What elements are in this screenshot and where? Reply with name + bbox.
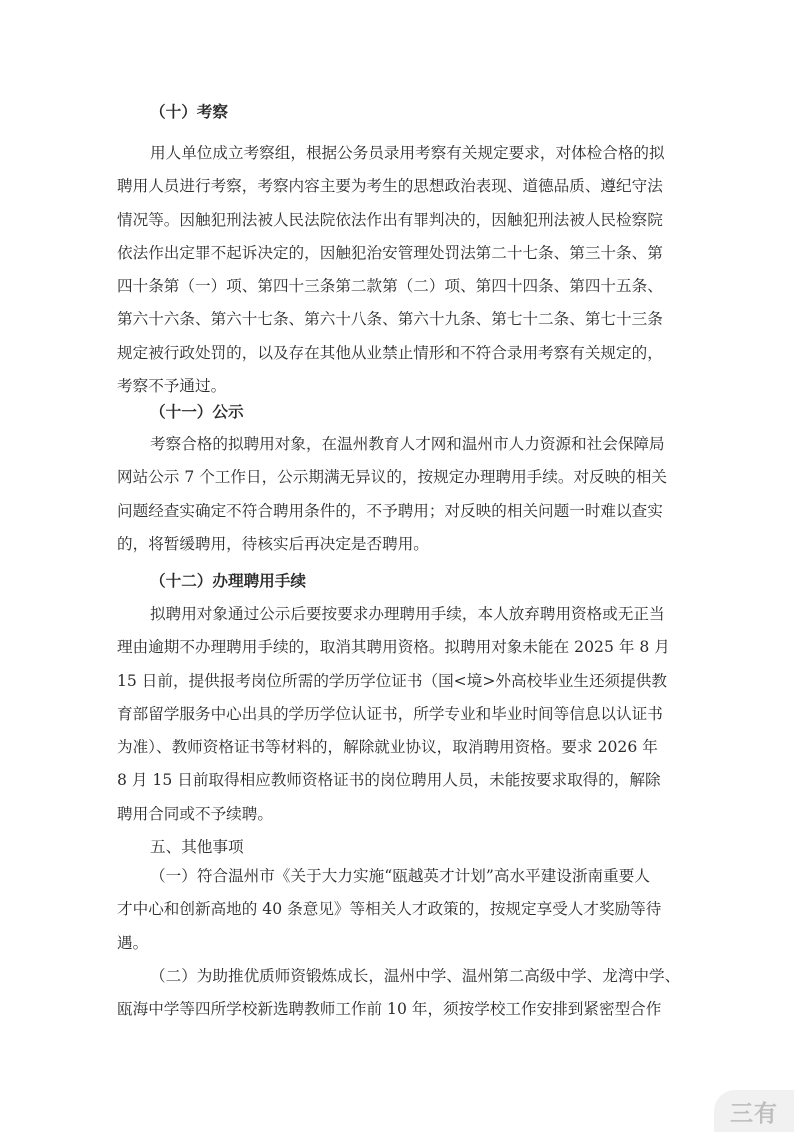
watermark-text: 三有 <box>730 1100 778 1127</box>
heading-publicity: （十一）公示 <box>150 402 244 421</box>
text-line: 聘用合同或不予续聘。 <box>117 804 273 823</box>
heading-other-matters: 五、其他事项 <box>150 838 244 856</box>
text-line: 第六十六条、第六十七条、第六十八条、第六十九条、第七十二条、第七十三条 <box>117 310 663 329</box>
text-line: 聘用人员进行考察，考察内容主要为考生的思想政治表现、道德品质、遵纪守法 <box>117 177 663 196</box>
text-line: 拟聘用对象通过公示后要按要求办理聘用手续，本人放弃聘用资格或无正当 <box>150 605 665 623</box>
paragraph-talent-policy <box>117 860 662 960</box>
text-line: 四十条第（一）项、第四十三条第二款第（二）项、第四十四条、第四十五条、 <box>117 277 663 296</box>
text-line: 网站公示 7 个工作日，公示期满无异议的，按规定办理聘用手续。对反映的相关 <box>117 468 668 487</box>
text-line: 问题经查实确定不符合聘用条件的，不予聘用；对反映的相关问题一时难以查实 <box>117 501 663 520</box>
text-line: 瓯海中学等四所学校新选聘教师工作前 10 年，须按学校工作安排到紧密型合作 <box>117 1000 662 1019</box>
text-line: 规定被行政处罚的，以及存在其他从业禁止情形和不符合录用考察有关规定的， <box>117 343 663 362</box>
heading-inspection: （十）考察 <box>150 102 228 121</box>
text-line: 遇。 <box>117 933 149 952</box>
text-line: 用人单位成立考察组，根据公务员录用考察有关规定要求，对体检合格的拟 <box>150 144 665 162</box>
paragraph-publicity <box>117 428 668 561</box>
text-line: 的，将暂缓聘用，待核实后再决定是否聘用。 <box>117 534 429 553</box>
text-line: 8 月 15 日前取得相应教师资格证书的岗位聘用人员，未能按要求取得的，解除 <box>117 771 661 790</box>
text-line: 情况等。因触犯刑法被人民法院依法作出有罪判决的，因触犯刑法被人民检察院 <box>117 210 663 229</box>
watermark-logo <box>714 1090 794 1132</box>
text-line: 依法作出定罪不起诉决定的，因触犯治安管理处罚法第二十七条、第三十条、第 <box>117 243 663 262</box>
text-line: 为准）、教师资格证书等材料的，解除就业协议，取消聘用资格。要求 2026 年 <box>117 738 658 757</box>
paragraph-employment-procedures <box>117 598 670 831</box>
text-line: 育部留学服务中心出具的学历学位认证书，所学专业和毕业时间等信息以认证书 <box>117 704 663 723</box>
paragraph-inspection <box>117 137 665 403</box>
text-line: （一）符合温州市《关于大力实施“瓯越英才计划”高水平建设浙南重要人 <box>150 867 650 885</box>
text-line: 考察合格的拟聘用对象，在温州教育人才网和温州市人力资源和社会保障局 <box>150 435 665 453</box>
heading-employment-procedures: （十二）办理聘用手续 <box>150 571 306 590</box>
text-line: （二）为助推优质师资锻炼成长，温州中学、温州第二高级中学、龙湾中学、 <box>150 967 681 985</box>
text-line: 15 日前，提供报考岗位所需的学历学位证书（国<境>外高校毕业生还须提供教 <box>117 671 667 690</box>
text-line: 才中心和创新高地的 40 条意见》等相关人才政策的，按规定享受人才奖励等待 <box>117 900 662 919</box>
text-line: 考察不予通过。 <box>117 377 227 396</box>
paragraph-teacher-training <box>117 960 681 1027</box>
text-line: 理由逾期不办理聘用手续的，取消其聘用资格。拟聘用对象未能在 2025 年 8 月 <box>117 638 670 657</box>
